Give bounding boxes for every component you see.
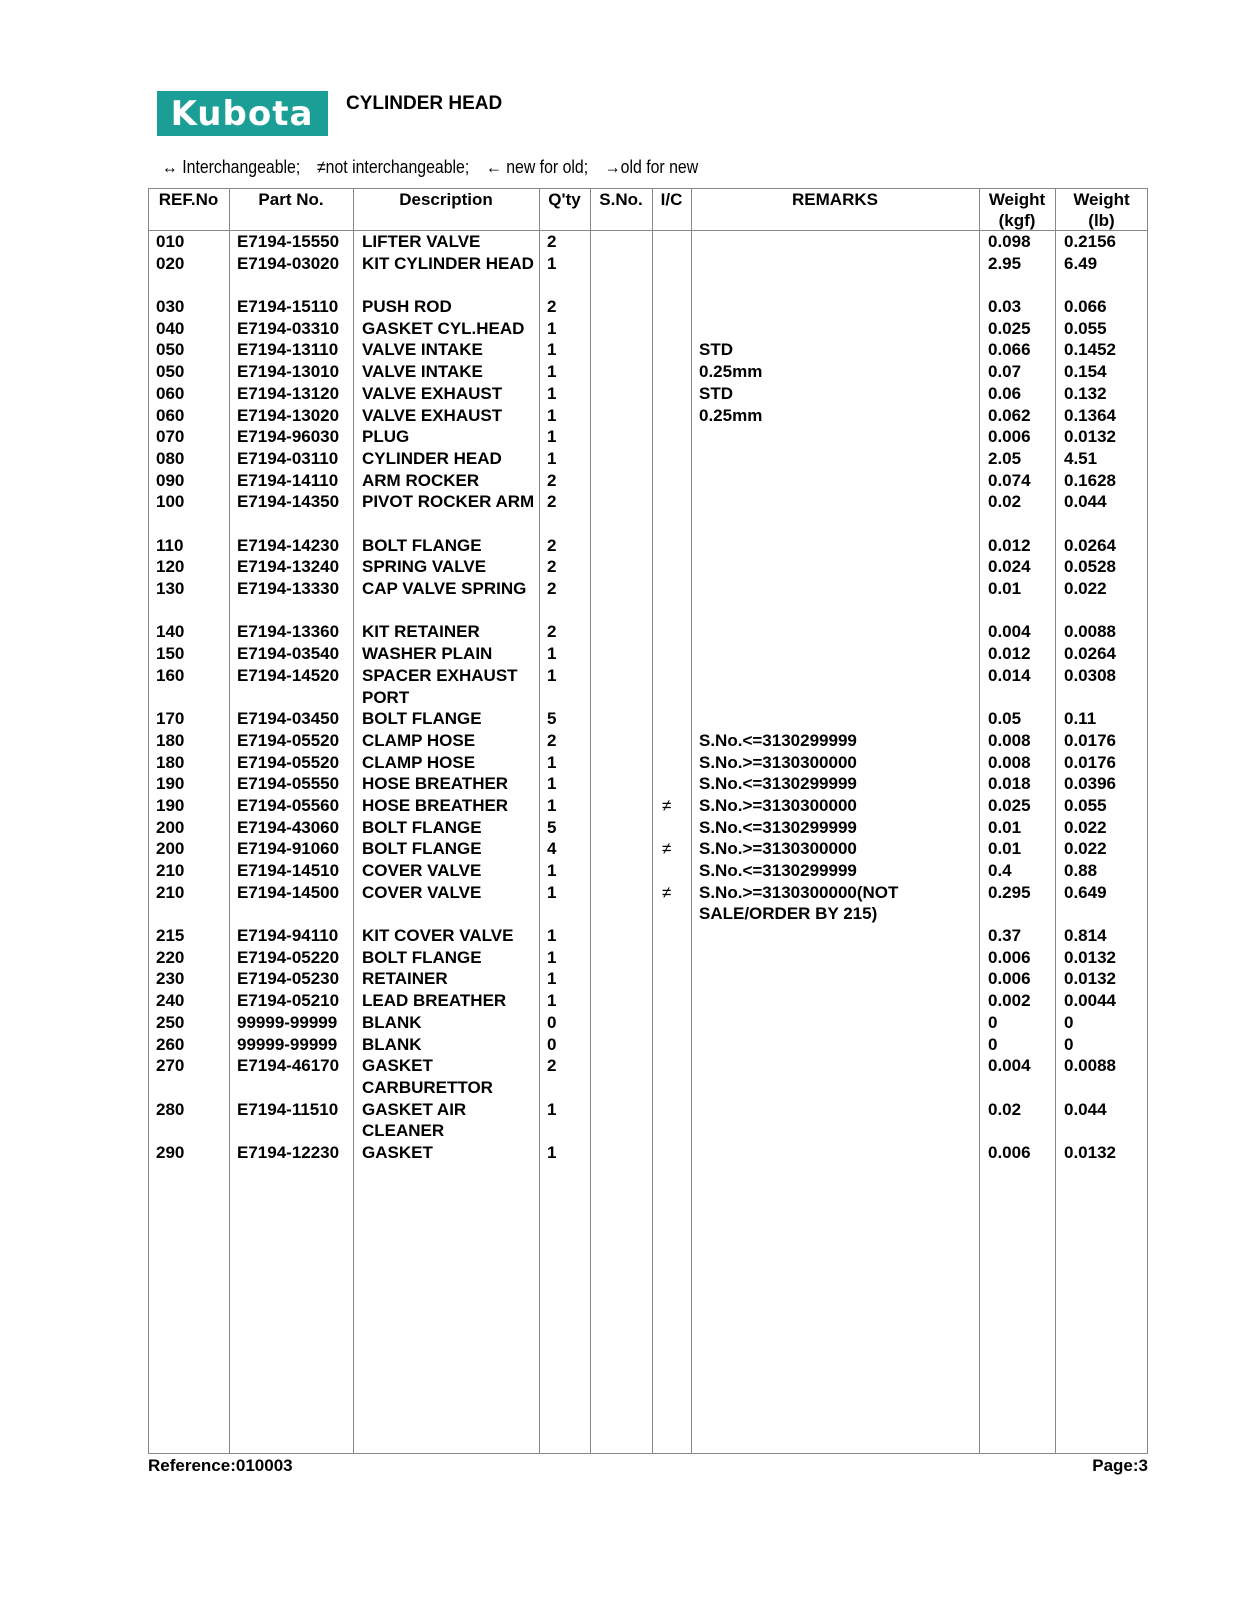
cell-weight-lb: 0.0308 xyxy=(1064,665,1116,685)
cell-weight-lb: 0.0176 xyxy=(1064,752,1116,772)
cell-weight-lb: 0.0528 xyxy=(1064,557,1116,577)
cell-description: CLAMP HOSE xyxy=(362,752,476,772)
cell-part-no: E7194-96030 xyxy=(237,427,340,447)
table-row xyxy=(148,643,1148,665)
cell-part-no: E7194-15550 xyxy=(237,232,340,251)
cell-description: BOLT FLANGE xyxy=(362,817,482,837)
cell-ref-no: 080 xyxy=(156,448,185,468)
cell-part-no: E7194-91060 xyxy=(237,839,340,859)
cell-description: VALVE EXHAUST xyxy=(362,383,503,403)
cell-weight-lb: 0.066 xyxy=(1064,297,1107,317)
table-row xyxy=(148,665,1148,708)
header-weight-lb: Weight (lb) xyxy=(1073,190,1130,230)
cell-part-no: E7194-14350 xyxy=(237,492,340,512)
cell-quantity: 0 xyxy=(547,1034,557,1054)
cell-quantity: 2 xyxy=(547,535,557,555)
cell-description: BOLT FLANGE xyxy=(362,535,482,555)
cell-description: BOLT FLANGE xyxy=(362,709,482,729)
cell-quantity: 1 xyxy=(547,861,557,880)
cell-quantity: 2 xyxy=(547,579,557,599)
cell-weight-kgf: 0.002 xyxy=(988,991,1031,1011)
kubota-logo xyxy=(157,91,328,136)
cell-weight-kgf: 0.004 xyxy=(988,1056,1031,1076)
cell-description: VALVE INTAKE xyxy=(362,340,483,360)
cell-ref-no: 240 xyxy=(156,991,185,1011)
cell-weight-kgf: 0.012 xyxy=(988,644,1031,664)
cell-ref-no: 180 xyxy=(156,730,185,750)
cell-description: WASHER PLAIN xyxy=(362,644,493,664)
cell-weight-lb: 0.044 xyxy=(1064,1099,1107,1119)
cell-ref-no: 220 xyxy=(156,947,185,967)
cell-part-no: E7194-15110 xyxy=(237,297,339,317)
cell-description: ARM ROCKER xyxy=(362,470,480,490)
cell-weight-lb: 0.88 xyxy=(1064,861,1098,880)
cell-quantity: 2 xyxy=(547,1056,557,1076)
cell-quantity: 2 xyxy=(547,297,557,317)
cell-weight-kgf: 0.4 xyxy=(988,861,1012,880)
cell-weight-lb: 6.49 xyxy=(1064,253,1098,273)
cell-description: HOSE BREATHER xyxy=(362,795,509,815)
cell-ref-no: 070 xyxy=(156,427,185,447)
cell-quantity: 1 xyxy=(547,882,557,902)
legend-not-interchangeable: ≠not interchangeable; xyxy=(316,157,470,177)
cell-quantity: 2 xyxy=(547,730,557,750)
cell-quantity: 2 xyxy=(547,232,557,251)
cell-part-no: 99999-99999 xyxy=(237,1034,338,1054)
cell-description: CAP VALVE SPRING xyxy=(362,579,527,599)
cell-weight-kgf: 0.014 xyxy=(988,665,1031,685)
page-number: Page:3 xyxy=(1092,1456,1148,1475)
cell-weight-lb: 0.814 xyxy=(1064,926,1107,946)
header-remarks: REMARKS xyxy=(792,190,878,209)
cell-part-no: E7194-94110 xyxy=(237,926,339,946)
cell-description: BLANK xyxy=(362,1012,422,1032)
legend-interchangeable: ↔ Interchangeable; xyxy=(162,157,301,177)
cell-weight-kgf: 0.024 xyxy=(988,557,1031,577)
document-title: CYLINDER HEAD xyxy=(346,93,503,114)
cell-description: SPRING VALVE xyxy=(362,557,487,577)
cell-weight-kgf: 2.05 xyxy=(988,448,1022,468)
cell-weight-lb: 0.0088 xyxy=(1064,622,1116,642)
cell-part-no: E7194-14520 xyxy=(237,665,340,685)
cell-quantity: 1 xyxy=(547,362,557,382)
cell-weight-lb: 0.0132 xyxy=(1064,1142,1116,1162)
cell-weight-lb: 0.1364 xyxy=(1064,405,1116,425)
cell-ref-no: 040 xyxy=(156,318,185,338)
cell-part-no: E7194-05230 xyxy=(237,969,340,989)
table-row xyxy=(148,795,1148,817)
cell-weight-lb: 0.1628 xyxy=(1064,470,1116,490)
table-row xyxy=(148,556,1148,578)
cell-description: BOLT FLANGE xyxy=(362,839,482,859)
cell-quantity: 2 xyxy=(547,470,557,490)
cell-weight-kgf: 0.02 xyxy=(988,1099,1022,1119)
cell-weight-kgf: 0 xyxy=(988,1034,998,1054)
cell-description: GASKET CARBURETTOR xyxy=(362,1056,493,1097)
cell-ref-no: 060 xyxy=(156,405,185,425)
cell-part-no: E7194-14230 xyxy=(237,535,340,555)
table-row xyxy=(148,838,1148,860)
cell-description: CYLINDER HEAD xyxy=(362,448,502,468)
table-row xyxy=(148,578,1148,621)
cell-description: KIT COVER VALVE xyxy=(362,926,514,946)
table-row xyxy=(148,1055,1148,1098)
cell-quantity: 1 xyxy=(547,969,557,989)
cell-weight-kgf: 0.01 xyxy=(988,839,1022,859)
cell-quantity: 4 xyxy=(547,839,557,859)
table-row xyxy=(148,708,1148,730)
cell-weight-lb: 0.0396 xyxy=(1064,774,1116,794)
cell-part-no: E7194-03540 xyxy=(237,644,340,664)
cell-remarks: S.No.>=3130300000(NOT SALE/ORDER BY 215) xyxy=(699,882,899,924)
cell-description: GASKET AIR CLEANER xyxy=(362,1099,467,1141)
cell-quantity: 1 xyxy=(547,774,557,794)
cell-part-no: E7194-13240 xyxy=(237,557,340,577)
cell-weight-kgf: 0.37 xyxy=(988,926,1022,946)
cell-description: COVER VALVE xyxy=(362,882,482,902)
cell-weight-lb: 0.11 xyxy=(1064,709,1097,729)
cell-ref-no: 190 xyxy=(156,795,185,815)
cell-quantity: 1 xyxy=(547,1099,557,1119)
table-row xyxy=(148,882,1148,925)
cell-ic-mark: ≠ xyxy=(662,839,672,859)
cell-weight-lb: 0.022 xyxy=(1064,579,1107,599)
cell-quantity: 1 xyxy=(547,665,557,685)
cell-weight-kgf: 0.07 xyxy=(988,362,1022,382)
cell-weight-kgf: 0.05 xyxy=(988,709,1022,729)
cell-description: CLAMP HOSE xyxy=(362,730,476,750)
cell-ref-no: 090 xyxy=(156,470,185,490)
cell-quantity: 1 xyxy=(547,795,557,815)
cell-ic-mark: ≠ xyxy=(662,795,672,815)
cell-description: PLUG xyxy=(362,427,410,447)
header-weight-kgf: Weight (kgf) xyxy=(988,190,1046,230)
cell-weight-lb: 0.055 xyxy=(1064,318,1107,338)
cell-ref-no: 120 xyxy=(156,557,185,577)
cell-quantity: 0 xyxy=(547,1012,557,1032)
cell-description: GASKET xyxy=(362,1142,433,1162)
cell-part-no: E7194-13010 xyxy=(237,362,340,382)
table-row xyxy=(148,470,1148,492)
table-row xyxy=(148,968,1148,990)
cell-part-no: E7194-12230 xyxy=(237,1142,340,1162)
cell-part-no: E7194-13360 xyxy=(237,622,340,642)
cell-remarks: S.No.<=3130299999 xyxy=(699,730,857,750)
cell-weight-lb: 0.044 xyxy=(1064,492,1107,512)
table-row xyxy=(148,1099,1148,1142)
header-serial-no: S.No. xyxy=(599,190,643,209)
table-row xyxy=(148,535,1148,557)
cell-ic-mark: ≠ xyxy=(662,882,672,902)
cell-quantity: 1 xyxy=(547,405,557,425)
cell-description: VALVE INTAKE xyxy=(362,362,483,382)
cell-description: SPACER EXHAUST PORT xyxy=(362,665,518,707)
cell-quantity: 1 xyxy=(547,427,557,447)
header-part-no: Part No. xyxy=(258,190,324,209)
cell-ref-no: 215 xyxy=(156,926,185,946)
cell-part-no: E7194-13330 xyxy=(237,579,340,599)
cell-ref-no: 060 xyxy=(156,383,185,403)
cell-description: VALVE EXHAUST xyxy=(362,405,503,425)
cell-remarks: STD xyxy=(699,383,733,403)
cell-part-no: 99999-99999 xyxy=(237,1012,338,1032)
cell-part-no: E7194-14510 xyxy=(237,861,340,880)
cell-weight-kgf: 0.025 xyxy=(988,318,1031,338)
cell-weight-kgf: 0.004 xyxy=(988,622,1031,642)
cell-description: GASKET CYL.HEAD xyxy=(362,318,525,338)
cell-quantity: 1 xyxy=(547,926,557,946)
cell-ref-no: 020 xyxy=(156,253,185,273)
table-row xyxy=(148,426,1148,448)
cell-weight-kgf: 0.006 xyxy=(988,969,1031,989)
cell-weight-lb: 0.0264 xyxy=(1064,644,1116,664)
cell-quantity: 1 xyxy=(547,383,557,403)
cell-weight-lb: 0.0176 xyxy=(1064,730,1116,750)
table-row xyxy=(148,448,1148,470)
header-ref-no: REF.No xyxy=(158,190,219,209)
cell-part-no: E7194-13120 xyxy=(237,383,340,403)
cell-weight-lb: 0.022 xyxy=(1064,839,1107,859)
table-row xyxy=(148,253,1148,296)
cell-weight-lb: 0 xyxy=(1064,1012,1074,1032)
cell-weight-kgf: 0.098 xyxy=(988,232,1031,251)
cell-part-no: E7194-03020 xyxy=(237,253,340,273)
cell-ref-no: 160 xyxy=(156,665,185,685)
cell-ref-no: 010 xyxy=(156,232,185,251)
cell-weight-kgf: 0.006 xyxy=(988,1142,1031,1162)
cell-remarks: S.No.>=3130300000 xyxy=(699,752,857,772)
cell-description: KIT CYLINDER HEAD xyxy=(362,253,534,273)
cell-remarks: S.No.<=3130299999 xyxy=(699,861,857,880)
cell-quantity: 1 xyxy=(547,318,557,338)
table-row xyxy=(148,1034,1148,1056)
table-row xyxy=(148,339,1148,361)
cell-weight-kgf: 0.006 xyxy=(988,427,1031,447)
cell-part-no: E7194-11510 xyxy=(237,1099,339,1119)
cell-quantity: 5 xyxy=(547,709,557,729)
cell-part-no: E7194-14500 xyxy=(237,882,340,902)
table-row xyxy=(148,730,1148,752)
cell-ref-no: 050 xyxy=(156,340,185,360)
cell-remarks: S.No.>=3130300000 xyxy=(699,839,857,859)
cell-part-no: E7194-46170 xyxy=(237,1056,340,1076)
table-row xyxy=(148,621,1148,643)
cell-quantity: 2 xyxy=(547,557,557,577)
cell-weight-lb: 0.0132 xyxy=(1064,969,1116,989)
cell-quantity: 1 xyxy=(547,991,557,1011)
header-ic: I/C xyxy=(660,190,683,209)
cell-part-no: E7194-05220 xyxy=(237,947,340,967)
cell-remarks: S.No.>=3130300000 xyxy=(699,795,857,815)
cell-weight-lb: 0.154 xyxy=(1064,362,1107,382)
cell-part-no: E7194-05550 xyxy=(237,774,340,794)
cell-part-no: E7194-03110 xyxy=(237,448,339,468)
cell-quantity: 1 xyxy=(547,752,557,772)
cell-weight-lb: 0.055 xyxy=(1064,795,1107,815)
cell-ref-no: 140 xyxy=(156,622,185,642)
cell-description: BLANK xyxy=(362,1034,422,1054)
table-row xyxy=(148,990,1148,1012)
cell-weight-kgf: 0.074 xyxy=(988,470,1031,490)
cell-description: RETAINER xyxy=(362,969,448,989)
cell-ref-no: 110 xyxy=(156,535,184,555)
cell-description: COVER VALVE xyxy=(362,861,482,880)
cell-weight-kgf: 0.066 xyxy=(988,340,1031,360)
table-row xyxy=(148,752,1148,774)
cell-ref-no: 280 xyxy=(156,1099,185,1119)
table-row xyxy=(148,1012,1148,1034)
cell-weight-kgf: 0.008 xyxy=(988,752,1031,772)
cell-quantity: 1 xyxy=(547,947,557,967)
cell-remarks: S.No.<=3130299999 xyxy=(699,817,857,837)
cell-weight-kgf: 2.95 xyxy=(988,253,1022,273)
cell-part-no: E7194-05560 xyxy=(237,795,340,815)
table-row xyxy=(148,817,1148,839)
cell-part-no: E7194-13020 xyxy=(237,405,340,425)
cell-weight-lb: 0.1452 xyxy=(1064,340,1116,360)
cell-weight-kgf: 0 xyxy=(988,1012,998,1032)
cell-weight-lb: 4.51 xyxy=(1064,448,1098,468)
cell-weight-kgf: 0.01 xyxy=(988,817,1022,837)
header-qty: Q'ty xyxy=(548,190,581,209)
cell-weight-kgf: 0.02 xyxy=(988,492,1022,512)
cell-quantity: 2 xyxy=(547,492,557,512)
cell-quantity: 2 xyxy=(547,622,557,642)
cell-description: LIFTER VALVE xyxy=(362,232,481,251)
cell-description: HOSE BREATHER xyxy=(362,774,509,794)
table-row xyxy=(148,1142,1148,1164)
cell-description: BOLT FLANGE xyxy=(362,947,482,967)
cell-weight-lb: 0.132 xyxy=(1064,383,1107,403)
cell-part-no: E7194-14110 xyxy=(237,470,339,490)
cell-ref-no: 250 xyxy=(156,1012,185,1032)
legend-old-for-new: →old for new xyxy=(604,157,699,177)
cell-description: LEAD BREATHER xyxy=(362,991,507,1011)
table-row xyxy=(148,947,1148,969)
cell-ref-no: 200 xyxy=(156,839,185,859)
cell-part-no: E7194-03450 xyxy=(237,709,340,729)
cell-weight-lb: 0.0132 xyxy=(1064,947,1116,967)
cell-remarks: STD xyxy=(699,340,733,360)
cell-part-no: E7194-03310 xyxy=(237,318,340,338)
cell-description: KIT RETAINER xyxy=(362,622,480,642)
cell-ref-no: 100 xyxy=(156,492,185,512)
cell-weight-lb: 0.0044 xyxy=(1064,991,1116,1011)
cell-ref-no: 210 xyxy=(156,882,185,902)
table-row xyxy=(148,296,1148,318)
cell-quantity: 1 xyxy=(547,448,557,468)
cell-ref-no: 210 xyxy=(156,861,185,880)
cell-part-no: E7194-13110 xyxy=(237,340,339,360)
cell-ref-no: 270 xyxy=(156,1056,185,1076)
interchangeability-legend xyxy=(162,157,711,178)
cell-ref-no: 050 xyxy=(156,362,185,382)
table-row xyxy=(148,405,1148,427)
cell-weight-lb: 0.0264 xyxy=(1064,535,1116,555)
cell-weight-kgf: 0.295 xyxy=(988,882,1031,902)
legend-new-for-old: ← new for old; xyxy=(485,157,589,177)
table-row xyxy=(148,231,1148,253)
cell-weight-kgf: 0.012 xyxy=(988,535,1031,555)
cell-ref-no: 230 xyxy=(156,969,185,989)
table-row xyxy=(148,491,1148,534)
cell-weight-kgf: 0.06 xyxy=(988,383,1022,403)
reference-label: Reference:010003 xyxy=(148,1456,293,1475)
cell-quantity: 1 xyxy=(547,253,557,273)
cell-part-no: E7194-05520 xyxy=(237,752,340,772)
cell-description: PUSH ROD xyxy=(362,297,452,317)
cell-weight-lb: 0 xyxy=(1064,1034,1074,1054)
cell-weight-lb: 0.022 xyxy=(1064,817,1107,837)
cell-ref-no: 130 xyxy=(156,579,185,599)
table-row xyxy=(148,318,1148,340)
cell-part-no: E7194-05520 xyxy=(237,730,340,750)
cell-quantity: 1 xyxy=(547,1142,557,1162)
cell-weight-kgf: 0.025 xyxy=(988,795,1031,815)
cell-quantity: 5 xyxy=(547,817,557,837)
cell-weight-lb: 0.0088 xyxy=(1064,1056,1116,1076)
cell-ref-no: 260 xyxy=(156,1034,185,1054)
cell-ref-no: 030 xyxy=(156,297,185,317)
cell-quantity: 1 xyxy=(547,644,557,664)
cell-ref-no: 150 xyxy=(156,644,185,664)
cell-weight-kgf: 0.03 xyxy=(988,297,1022,317)
cell-remarks: S.No.<=3130299999 xyxy=(699,774,857,794)
table-row xyxy=(148,773,1148,795)
cell-quantity: 1 xyxy=(547,340,557,360)
cell-remarks: 0.25mm xyxy=(699,362,763,382)
cell-weight-kgf: 0.018 xyxy=(988,774,1031,794)
cell-ref-no: 200 xyxy=(156,817,185,837)
cell-weight-kgf: 0.008 xyxy=(988,730,1031,750)
table-row xyxy=(148,361,1148,383)
cell-weight-kgf: 0.062 xyxy=(988,405,1031,425)
cell-description: PIVOT ROCKER ARM xyxy=(362,492,535,512)
table-row xyxy=(148,383,1148,405)
table-row xyxy=(148,925,1148,947)
cell-weight-kgf: 0.006 xyxy=(988,947,1031,967)
header-description: Description xyxy=(399,190,493,209)
cell-weight-kgf: 0.01 xyxy=(988,579,1022,599)
table-row xyxy=(148,860,1148,882)
cell-weight-lb: 0.0132 xyxy=(1064,427,1116,447)
cell-part-no: E7194-05210 xyxy=(237,991,340,1011)
logo-text: Kubota xyxy=(170,94,314,134)
cell-ref-no: 170 xyxy=(156,709,185,729)
table-body xyxy=(148,231,1148,1164)
cell-weight-lb: 0.2156 xyxy=(1064,232,1116,251)
cell-ref-no: 180 xyxy=(156,752,185,772)
cell-ref-no: 290 xyxy=(156,1142,185,1162)
cell-weight-lb: 0.649 xyxy=(1064,882,1107,902)
cell-ref-no: 190 xyxy=(156,774,185,794)
cell-part-no: E7194-43060 xyxy=(237,817,340,837)
cell-remarks: 0.25mm xyxy=(699,405,763,425)
